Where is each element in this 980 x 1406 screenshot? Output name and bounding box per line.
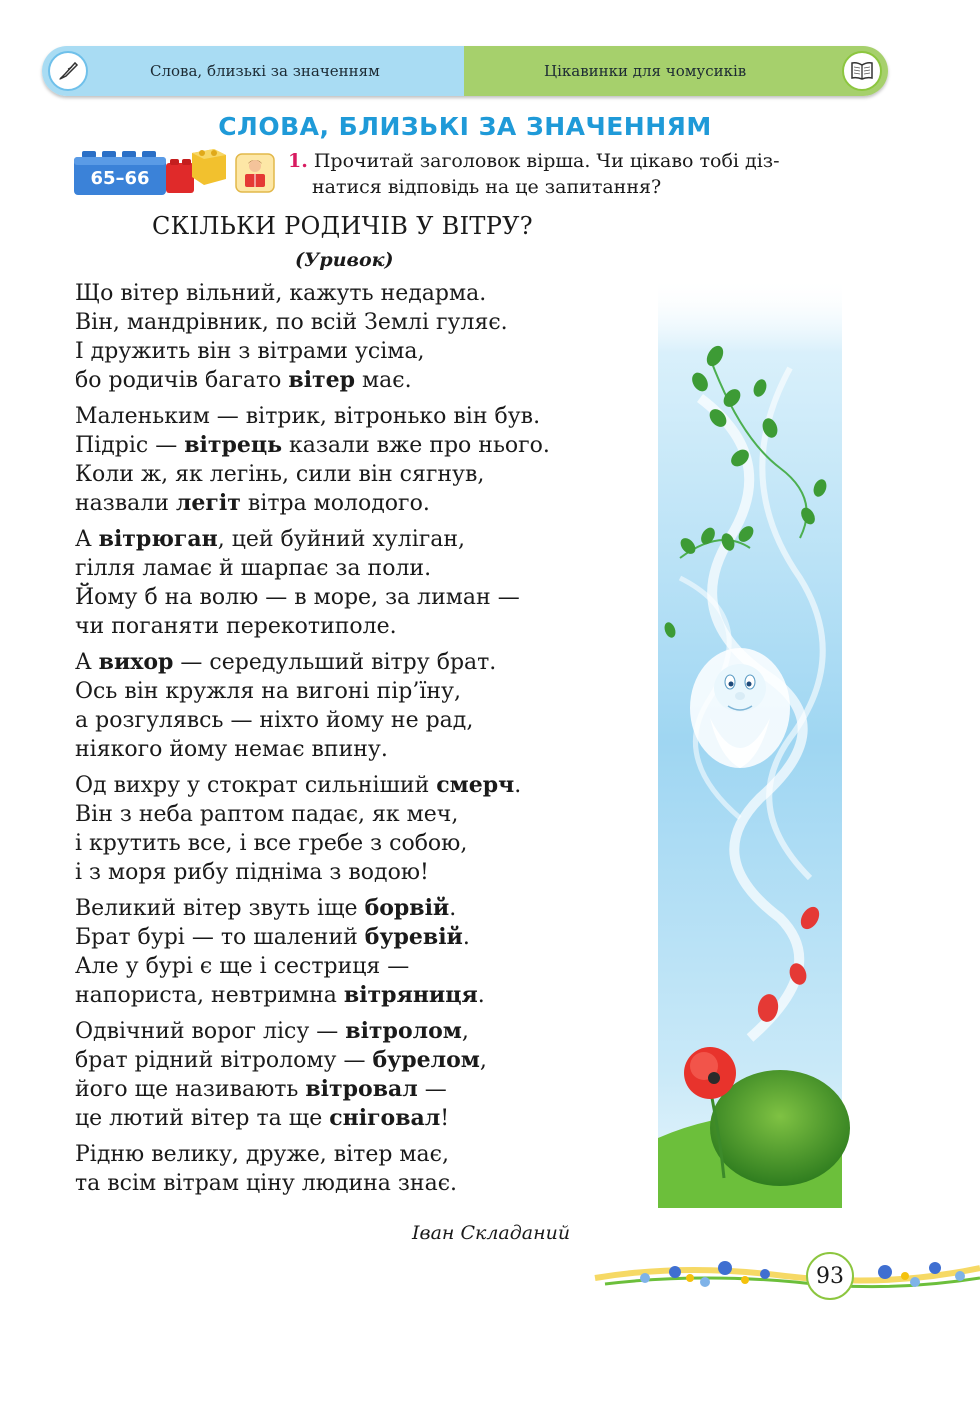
header-section-left	[42, 46, 464, 96]
poem-line	[75, 952, 655, 981]
poem-text: !	[440, 1106, 450, 1131]
pencil-quill-icon	[48, 51, 88, 91]
poem-line	[75, 706, 655, 735]
lesson-title: СЛОВА, БЛИЗЬКІ ЗА ЗНАЧЕННЯМ	[218, 112, 712, 141]
poem-text: І дружить він з вітрами усіма,	[75, 339, 425, 364]
poem-keyword: вихор	[98, 649, 174, 675]
poem-line	[75, 308, 655, 337]
open-book-icon	[842, 51, 882, 91]
task-text-line1: Прочитай заголовок вірша. Чи цікаво тобі діз-	[313, 150, 780, 172]
poem-text: .	[449, 896, 457, 921]
bricks-label: 65–66	[90, 168, 150, 189]
poem-text: брат рідний вітролому —	[75, 1048, 373, 1073]
poem-text: чи поганяти перекотиполе.	[75, 614, 397, 639]
poem-line	[75, 829, 655, 858]
poem-line	[75, 279, 655, 308]
poem-stanza	[75, 402, 655, 518]
poem-text: бо родичів багато	[75, 368, 289, 393]
poem-line	[75, 431, 655, 460]
poem-line	[75, 735, 655, 764]
poem-text: Ось він кружля на вигоні пір’їну,	[75, 679, 461, 704]
poem-author: Іван Складаний	[412, 1222, 571, 1244]
poem-text: гілля ламає й шарпає за поли.	[75, 556, 432, 581]
poem-text: .	[514, 773, 522, 798]
poem-text: ,	[479, 1048, 487, 1073]
poem-text: Великий вітер звуть іще	[75, 896, 365, 921]
poem-stanza	[75, 1017, 655, 1133]
poem-line	[75, 771, 655, 800]
poem-line	[75, 612, 655, 641]
poem-line	[75, 402, 655, 431]
poem-stanza	[75, 1140, 655, 1198]
poem-keyword: вітровал	[305, 1076, 418, 1102]
poem-text: Підріс —	[75, 433, 185, 458]
poem-keyword: легіт	[175, 490, 241, 516]
poem-title: СКІЛЬКИ РОДИЧІВ У ВІТРУ?	[152, 212, 533, 240]
poem-text: Од вихру у стократ сильніший	[75, 773, 437, 798]
poem-text: .	[462, 925, 470, 950]
reading-child-icon	[234, 152, 276, 194]
poem-text: вітра молодого.	[240, 491, 430, 516]
poem-text: Одвічний ворог лісу —	[75, 1019, 346, 1044]
poem-text: Але у бурі є ще і сестриця —	[75, 954, 410, 979]
poem-text: Рідню велику, друже, вітер має,	[75, 1142, 449, 1167]
poem-text: має.	[355, 368, 412, 393]
poem-line	[75, 923, 655, 952]
wind-illustration	[640, 278, 860, 1208]
poem-text: , цей буйний хуліган,	[217, 527, 466, 552]
poem-line	[75, 337, 655, 366]
task-number: 1.	[288, 150, 308, 172]
lego-bricks-illustration	[74, 147, 234, 197]
poem-stanza	[75, 279, 655, 395]
poem-text: Коли ж, як легінь, сили він сягнув,	[75, 462, 485, 487]
poem-keyword: борвій	[364, 895, 450, 921]
poem-line	[75, 554, 655, 583]
poem-text: .	[477, 983, 485, 1008]
poem-text: Маленьким — вітрик, вітронько він був.	[75, 404, 541, 429]
poem-text: Йому б на волю — в море, за лиман —	[75, 585, 520, 610]
poem-text: назвали	[75, 491, 176, 516]
chapter-header-bar	[42, 46, 888, 96]
poem-text: ніякого йому немає впину.	[75, 737, 388, 762]
poem-line	[75, 800, 655, 829]
poem-line	[75, 1140, 655, 1169]
poem-line	[75, 894, 655, 923]
poem-line	[75, 1075, 655, 1104]
poem-text: а розгулявсь — ніхто йому не рад,	[75, 708, 474, 733]
poem-stanza	[75, 894, 655, 1010]
poem-keyword: вітрець	[184, 432, 283, 458]
task-instruction	[288, 148, 888, 200]
poem-text: і з моря рибу підніма з водою!	[75, 860, 429, 885]
poem-text: та всім вітрам ціну людина знає.	[75, 1171, 458, 1196]
poem-line	[75, 1017, 655, 1046]
poem-text: це лютий вітер та ще	[75, 1106, 330, 1131]
poem-text: А	[75, 527, 99, 552]
poem-text: А	[75, 650, 99, 675]
poem-text: його ще називають	[75, 1077, 306, 1102]
poem-text: Брат бурі — то шалений	[75, 925, 365, 950]
poem-keyword: вітряниця	[343, 982, 478, 1008]
poem-subtitle: (Уривок)	[295, 249, 394, 271]
poem-keyword: смерч	[436, 772, 515, 798]
poem-body	[75, 279, 655, 1205]
poem-line	[75, 460, 655, 489]
poem-keyword: вітролом	[345, 1018, 462, 1044]
poem-line	[75, 648, 655, 677]
poem-line	[75, 1104, 655, 1133]
poem-text: — середульший вітру брат.	[173, 650, 497, 675]
poem-text: і крутить все, і все гребе з собою,	[75, 831, 468, 856]
poem-line	[75, 1046, 655, 1075]
poem-line	[75, 981, 655, 1010]
poem-text: —	[417, 1077, 447, 1102]
header-right-label: Цікавинки для чомусиків	[544, 62, 747, 80]
poem-line	[75, 858, 655, 887]
poem-stanza	[75, 525, 655, 641]
poem-text: Він з неба раптом падає, як меч,	[75, 802, 459, 827]
flower-garland-decoration	[585, 1238, 980, 1318]
poem-line	[75, 489, 655, 518]
poem-text: Він, мандрівник, по всій Землі гуляє.	[75, 310, 508, 335]
header-left-label: Слова, близькі за значенням	[150, 62, 380, 80]
poem-line	[75, 583, 655, 612]
header-section-right	[464, 46, 888, 96]
page-number: 93	[806, 1252, 854, 1300]
poem-text: казали вже про нього.	[282, 433, 550, 458]
poem-keyword: вітрюган	[98, 526, 218, 552]
poem-text: напориста, невтримна	[75, 983, 344, 1008]
poem-stanza	[75, 771, 655, 887]
poem-text: ,	[461, 1019, 469, 1044]
poem-line	[75, 1169, 655, 1198]
poem-stanza	[75, 648, 655, 764]
poem-keyword: бурелом	[372, 1047, 480, 1073]
task-text-line2: натися відповідь на це запитання?	[312, 176, 662, 198]
poem-keyword: буревій	[364, 924, 463, 950]
poem-line	[75, 677, 655, 706]
poem-text: Що вітер вільний, кажуть недарма.	[75, 281, 487, 306]
poem-keyword: сніговал	[329, 1105, 441, 1131]
poem-line	[75, 525, 655, 554]
poem-line	[75, 366, 655, 395]
poem-keyword: вітер	[288, 367, 356, 393]
